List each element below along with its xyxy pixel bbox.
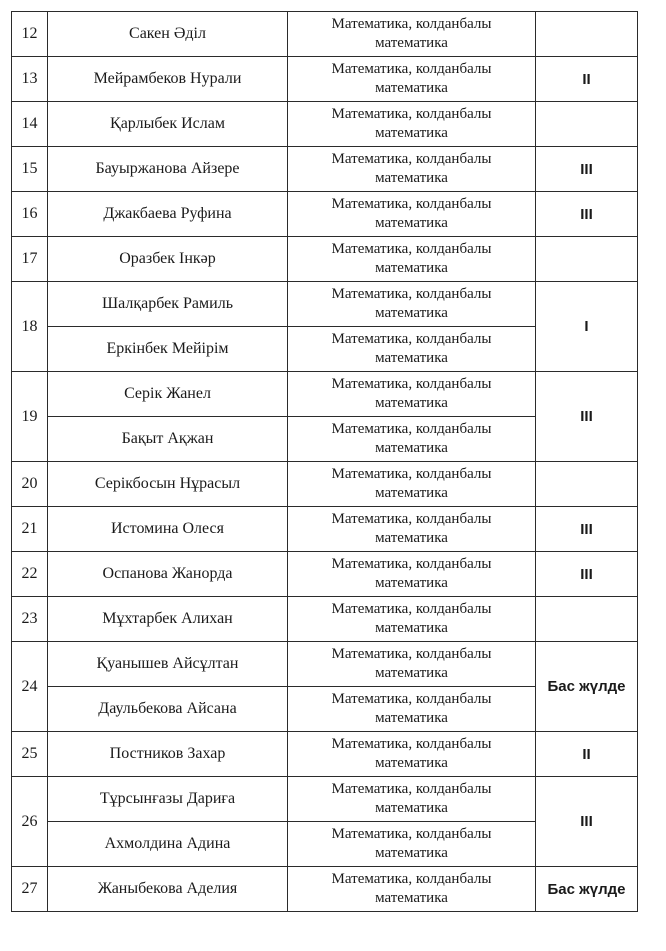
row-number: 19 [12, 372, 48, 462]
participant-name: Жаныбекова Аделия [48, 867, 288, 912]
participant-name: Истомина Олеся [48, 507, 288, 552]
row-number: 24 [12, 642, 48, 732]
subject-line-2: математика [375, 35, 448, 51]
subject-line-2: математика [375, 845, 448, 861]
subject-line-1: Математика, колданбалы [331, 151, 492, 167]
subject-line-1: Математика, колданбалы [331, 781, 492, 797]
subject-cell [288, 57, 536, 102]
subject-line-1: Математика, колданбалы [331, 286, 492, 302]
row-number: 27 [12, 867, 48, 912]
subject-line-1: Математика, колданбалы [331, 376, 492, 392]
results-table [11, 11, 638, 912]
table-row [12, 732, 638, 777]
award-cell: II [536, 732, 638, 777]
subject-line-2: математика [375, 575, 448, 591]
participant-name: Мейрамбеков Нурали [48, 57, 288, 102]
participant-name: Постников Захар [48, 732, 288, 777]
subject-cell [288, 687, 536, 732]
table-row [12, 552, 638, 597]
award-cell: II [536, 57, 638, 102]
table-row [12, 57, 638, 102]
row-number: 14 [12, 102, 48, 147]
participant-name: Сакен Әділ [48, 12, 288, 57]
table-row [12, 192, 638, 237]
row-number: 22 [12, 552, 48, 597]
subject-cell [288, 462, 536, 507]
subject-line-2: математика [375, 395, 448, 411]
table-row [12, 282, 638, 327]
subject-line-2: математика [375, 485, 448, 501]
table-row [12, 237, 638, 282]
subject-cell [288, 327, 536, 372]
subject-line-2: математика [375, 530, 448, 546]
subject-line-2: математика [375, 350, 448, 366]
subject-line-2: математика [375, 665, 448, 681]
table-row [12, 642, 638, 687]
subject-line-2: математика [375, 170, 448, 186]
award-cell [536, 462, 638, 507]
table-row [12, 147, 638, 192]
participant-name: Джакбаева Руфина [48, 192, 288, 237]
award-cell: III [536, 552, 638, 597]
table-row [12, 867, 638, 912]
subject-line-2: математика [375, 260, 448, 276]
participant-name: Оразбек Інкәр [48, 237, 288, 282]
participant-name: Еркінбек Мейірім [48, 327, 288, 372]
subject-line-2: математика [375, 890, 448, 906]
row-number: 21 [12, 507, 48, 552]
subject-line-2: математика [375, 710, 448, 726]
participant-name: Мұхтарбек Алихан [48, 597, 288, 642]
participant-name: Бақыт Ақжан [48, 417, 288, 462]
table-row [12, 12, 638, 57]
row-number: 23 [12, 597, 48, 642]
award-cell: III [536, 372, 638, 462]
subject-line-2: математика [375, 305, 448, 321]
award-cell: I [536, 282, 638, 372]
subject-cell [288, 822, 536, 867]
subject-line-1: Математика, колданбалы [331, 421, 492, 437]
subject-cell [288, 597, 536, 642]
row-number: 16 [12, 192, 48, 237]
subject-cell [288, 867, 536, 912]
subject-cell [288, 282, 536, 327]
subject-cell [288, 642, 536, 687]
subject-line-2: математика [375, 800, 448, 816]
award-cell: III [536, 507, 638, 552]
subject-line-1: Математика, колданбалы [331, 466, 492, 482]
subject-cell [288, 192, 536, 237]
subject-line-1: Математика, колданбалы [331, 556, 492, 572]
row-number: 18 [12, 282, 48, 372]
subject-line-2: математика [375, 440, 448, 456]
award-cell [536, 12, 638, 57]
subject-line-2: математика [375, 215, 448, 231]
subject-line-1: Математика, колданбалы [331, 16, 492, 32]
award-cell [536, 237, 638, 282]
subject-cell [288, 147, 536, 192]
participant-name: Серік Жанел [48, 372, 288, 417]
row-number: 26 [12, 777, 48, 867]
participant-name: Серікбосын Нұрасыл [48, 462, 288, 507]
subject-cell [288, 417, 536, 462]
subject-cell [288, 102, 536, 147]
award-cell: Бас жүлде [536, 867, 638, 912]
row-number: 12 [12, 12, 48, 57]
participant-name: Тұрсынғазы Дариға [48, 777, 288, 822]
participant-name: Бауыржанова Айзере [48, 147, 288, 192]
table-row [12, 777, 638, 822]
subject-cell [288, 12, 536, 57]
subject-line-1: Математика, колданбалы [331, 646, 492, 662]
subject-line-1: Математика, колданбалы [331, 241, 492, 257]
subject-line-1: Математика, колданбалы [331, 826, 492, 842]
award-cell: Бас жүлде [536, 642, 638, 732]
subject-line-1: Математика, колданбалы [331, 691, 492, 707]
row-number: 13 [12, 57, 48, 102]
subject-line-1: Математика, колданбалы [331, 331, 492, 347]
subject-cell [288, 777, 536, 822]
award-cell: III [536, 777, 638, 867]
table-row [12, 102, 638, 147]
participant-name: Шалқарбек Рамиль [48, 282, 288, 327]
table-row [12, 597, 638, 642]
participant-name: Ахмолдина Адина [48, 822, 288, 867]
subject-line-1: Математика, колданбалы [331, 106, 492, 122]
participant-name: Қуанышев Айсұлтан [48, 642, 288, 687]
table-row [12, 507, 638, 552]
subject-line-2: математика [375, 620, 448, 636]
subject-cell [288, 552, 536, 597]
subject-line-1: Математика, колданбалы [331, 511, 492, 527]
subject-line-1: Математика, колданбалы [331, 601, 492, 617]
award-cell: III [536, 192, 638, 237]
award-cell: III [536, 147, 638, 192]
subject-line-1: Математика, колданбалы [331, 196, 492, 212]
award-cell [536, 102, 638, 147]
subject-line-1: Математика, колданбалы [331, 736, 492, 752]
row-number: 15 [12, 147, 48, 192]
subject-cell [288, 732, 536, 777]
subject-line-2: математика [375, 125, 448, 141]
participant-name: Даульбекова Айсана [48, 687, 288, 732]
subject-line-1: Математика, колданбалы [331, 871, 492, 887]
row-number: 25 [12, 732, 48, 777]
subject-line-2: математика [375, 80, 448, 96]
row-number: 20 [12, 462, 48, 507]
participant-name: Қарлыбек Ислам [48, 102, 288, 147]
row-number: 17 [12, 237, 48, 282]
subject-line-1: Математика, колданбалы [331, 61, 492, 77]
subject-cell [288, 507, 536, 552]
subject-cell [288, 237, 536, 282]
subject-cell [288, 372, 536, 417]
table-row [12, 462, 638, 507]
subject-line-2: математика [375, 755, 448, 771]
award-cell [536, 597, 638, 642]
participant-name: Оспанова Жанорда [48, 552, 288, 597]
table-row [12, 372, 638, 417]
